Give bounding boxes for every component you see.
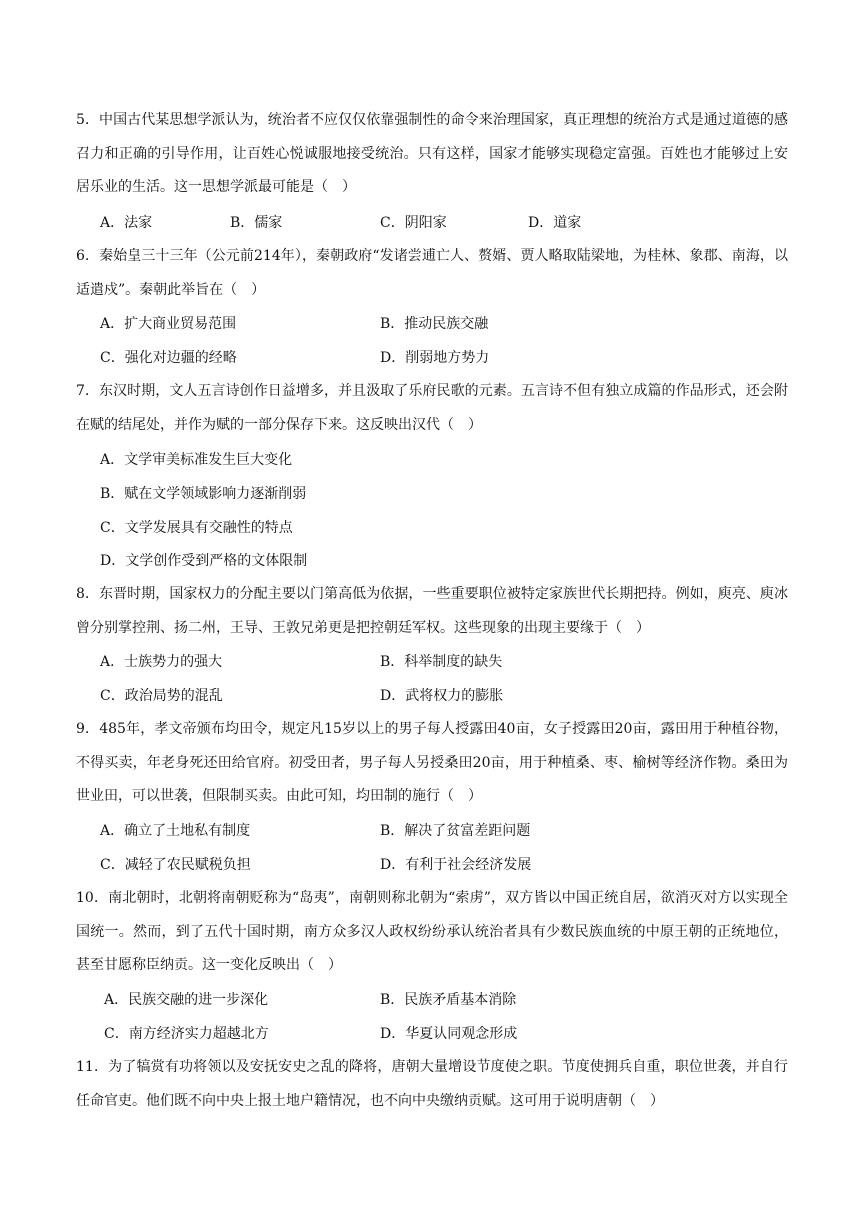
question-8-options-row1: [100, 645, 790, 679]
option-d[interactable]: D．道家: [528, 215, 582, 231]
option-b[interactable]: B．科举制度的缺失: [380, 654, 503, 670]
option-b[interactable]: B．民族矛盾基本消除: [380, 992, 517, 1008]
option-c[interactable]: C．强化对边疆的经略: [100, 350, 237, 366]
option-a[interactable]: A．扩大商业贸易范围: [100, 316, 237, 332]
option-a[interactable]: A．士族势力的强大: [100, 654, 223, 670]
question-10-options-row1: [100, 983, 790, 1017]
option-c[interactable]: C．文学发展具有交融性的特点: [100, 520, 293, 536]
question-5-options: [100, 206, 790, 240]
question-10-options-row2: [100, 1017, 790, 1051]
question-7-option-b-row: [100, 477, 790, 511]
option-a[interactable]: A．民族交融的进一步深化: [104, 992, 269, 1008]
option-c[interactable]: C．减轻了农民赋税负担: [100, 857, 251, 873]
option-a[interactable]: A．文学审美标准发生巨大变化: [100, 452, 293, 468]
option-d[interactable]: D．华夏认同观念形成: [380, 1026, 518, 1042]
option-c[interactable]: C．阴阳家: [380, 215, 447, 231]
question-6-options-row1: [100, 307, 790, 341]
question-7-option-d-row: [100, 544, 790, 578]
question-9-stem: 9．485年，孝文帝颁布均田令，规定凡15岁以上的男子每人授露田40亩，女子授露田20亩，露田用于种植谷物，不得买卖，年老身死还田给官府。初受田者，男子每人另授桑田20亩，用于种植桑、枣、榆树等经济作物。桑田为世业田，可以世袭，但限制买卖。由此可知，均田制的施行（ ）: [76, 721, 788, 804]
option-b[interactable]: B．赋在文学领域影响力逐渐削弱: [100, 486, 307, 502]
option-b[interactable]: B．解决了贫富差距问题: [380, 823, 531, 839]
option-b[interactable]: B．儒家: [230, 215, 283, 231]
option-c[interactable]: C．南方经济实力超越北方: [104, 1026, 269, 1042]
question-6-options-row2: [100, 341, 790, 375]
option-d[interactable]: D．削弱地方势力: [380, 350, 490, 366]
question-6-stem: 6．秦始皇三十三年（公元前214年），秦朝政府“发诸尝逋亡人、赘婿、贾人略取陆梁地，为桂林、象郡、南海，以适遣戍”。秦朝此举旨在（ ）: [76, 248, 788, 298]
option-b[interactable]: B．推动民族交融: [380, 316, 489, 332]
question-9-options-row1: [100, 814, 790, 848]
option-a[interactable]: A．确立了土地私有制度: [100, 823, 251, 839]
question-8-stem: 8．东晋时期，国家权力的分配主要以门第高低为依据，一些重要职位被特定家族世代长期把持。例如，庾亮、庾冰曾分别掌控荆、扬二州，王导、王敦兄弟更是把控朝廷军权。这些现象的出现主要缘于（ ）: [76, 586, 788, 636]
question-8-options-row2: [100, 679, 790, 713]
option-d[interactable]: D．有利于社会经济发展: [380, 857, 532, 873]
option-c[interactable]: C．政治局势的混乱: [100, 688, 223, 704]
question-11-stem: 11．为了犒赏有功将领以及安抚安史之乱的降将，唐朝大量增设节度使之职。节度使拥兵自重，职位世袭，并自行任命官吏。他们既不向中央上报土地户籍情况，也不向中央缴纳贡赋。这可用于说明唐朝（ ）: [76, 1059, 788, 1109]
question-7-stem: 7．东汉时期，文人五言诗创作日益增多，并且汲取了乐府民歌的元素。五言诗不但有独立成篇的作品形式，还会附在赋的结尾处，并作为赋的一部分保存下来。这反映出汉代（ ）: [76, 383, 788, 433]
question-9-options-row2: [100, 848, 790, 882]
option-a[interactable]: A．法家: [100, 215, 153, 231]
option-d[interactable]: D．武将权力的膨胀: [380, 688, 504, 704]
question-10-stem: 10．南北朝时，北朝将南朝贬称为“岛夷”，南朝则称北朝为“索虏”，双方皆以中国正统自居，欲消灭对方以实现全国统一。然而，到了五代十国时期，南方众多汉人政权纷纷承认统治者具有少数民族血统的中原王朝的正统地位，甚至甘愿称臣纳贡。这一变化反映出（ ）: [76, 890, 788, 973]
question-7-option-a-row: [100, 443, 790, 477]
option-d[interactable]: D．文学创作受到严格的文体限制: [100, 553, 308, 569]
question-7-option-c-row: [100, 511, 790, 545]
question-5-stem: 5．中国古代某思想学派认为，统治者不应仅仅依靠强制性的命令来治理国家，真正理想的统治方式是通过道德的感召力和正确的引导作用，让百姓心悦诚服地接受统治。只有这样，国家才能够实现稳定富强。百姓也才能够过上安居乐业的生活。这一思想学派最可能是（ ）: [76, 112, 788, 195]
